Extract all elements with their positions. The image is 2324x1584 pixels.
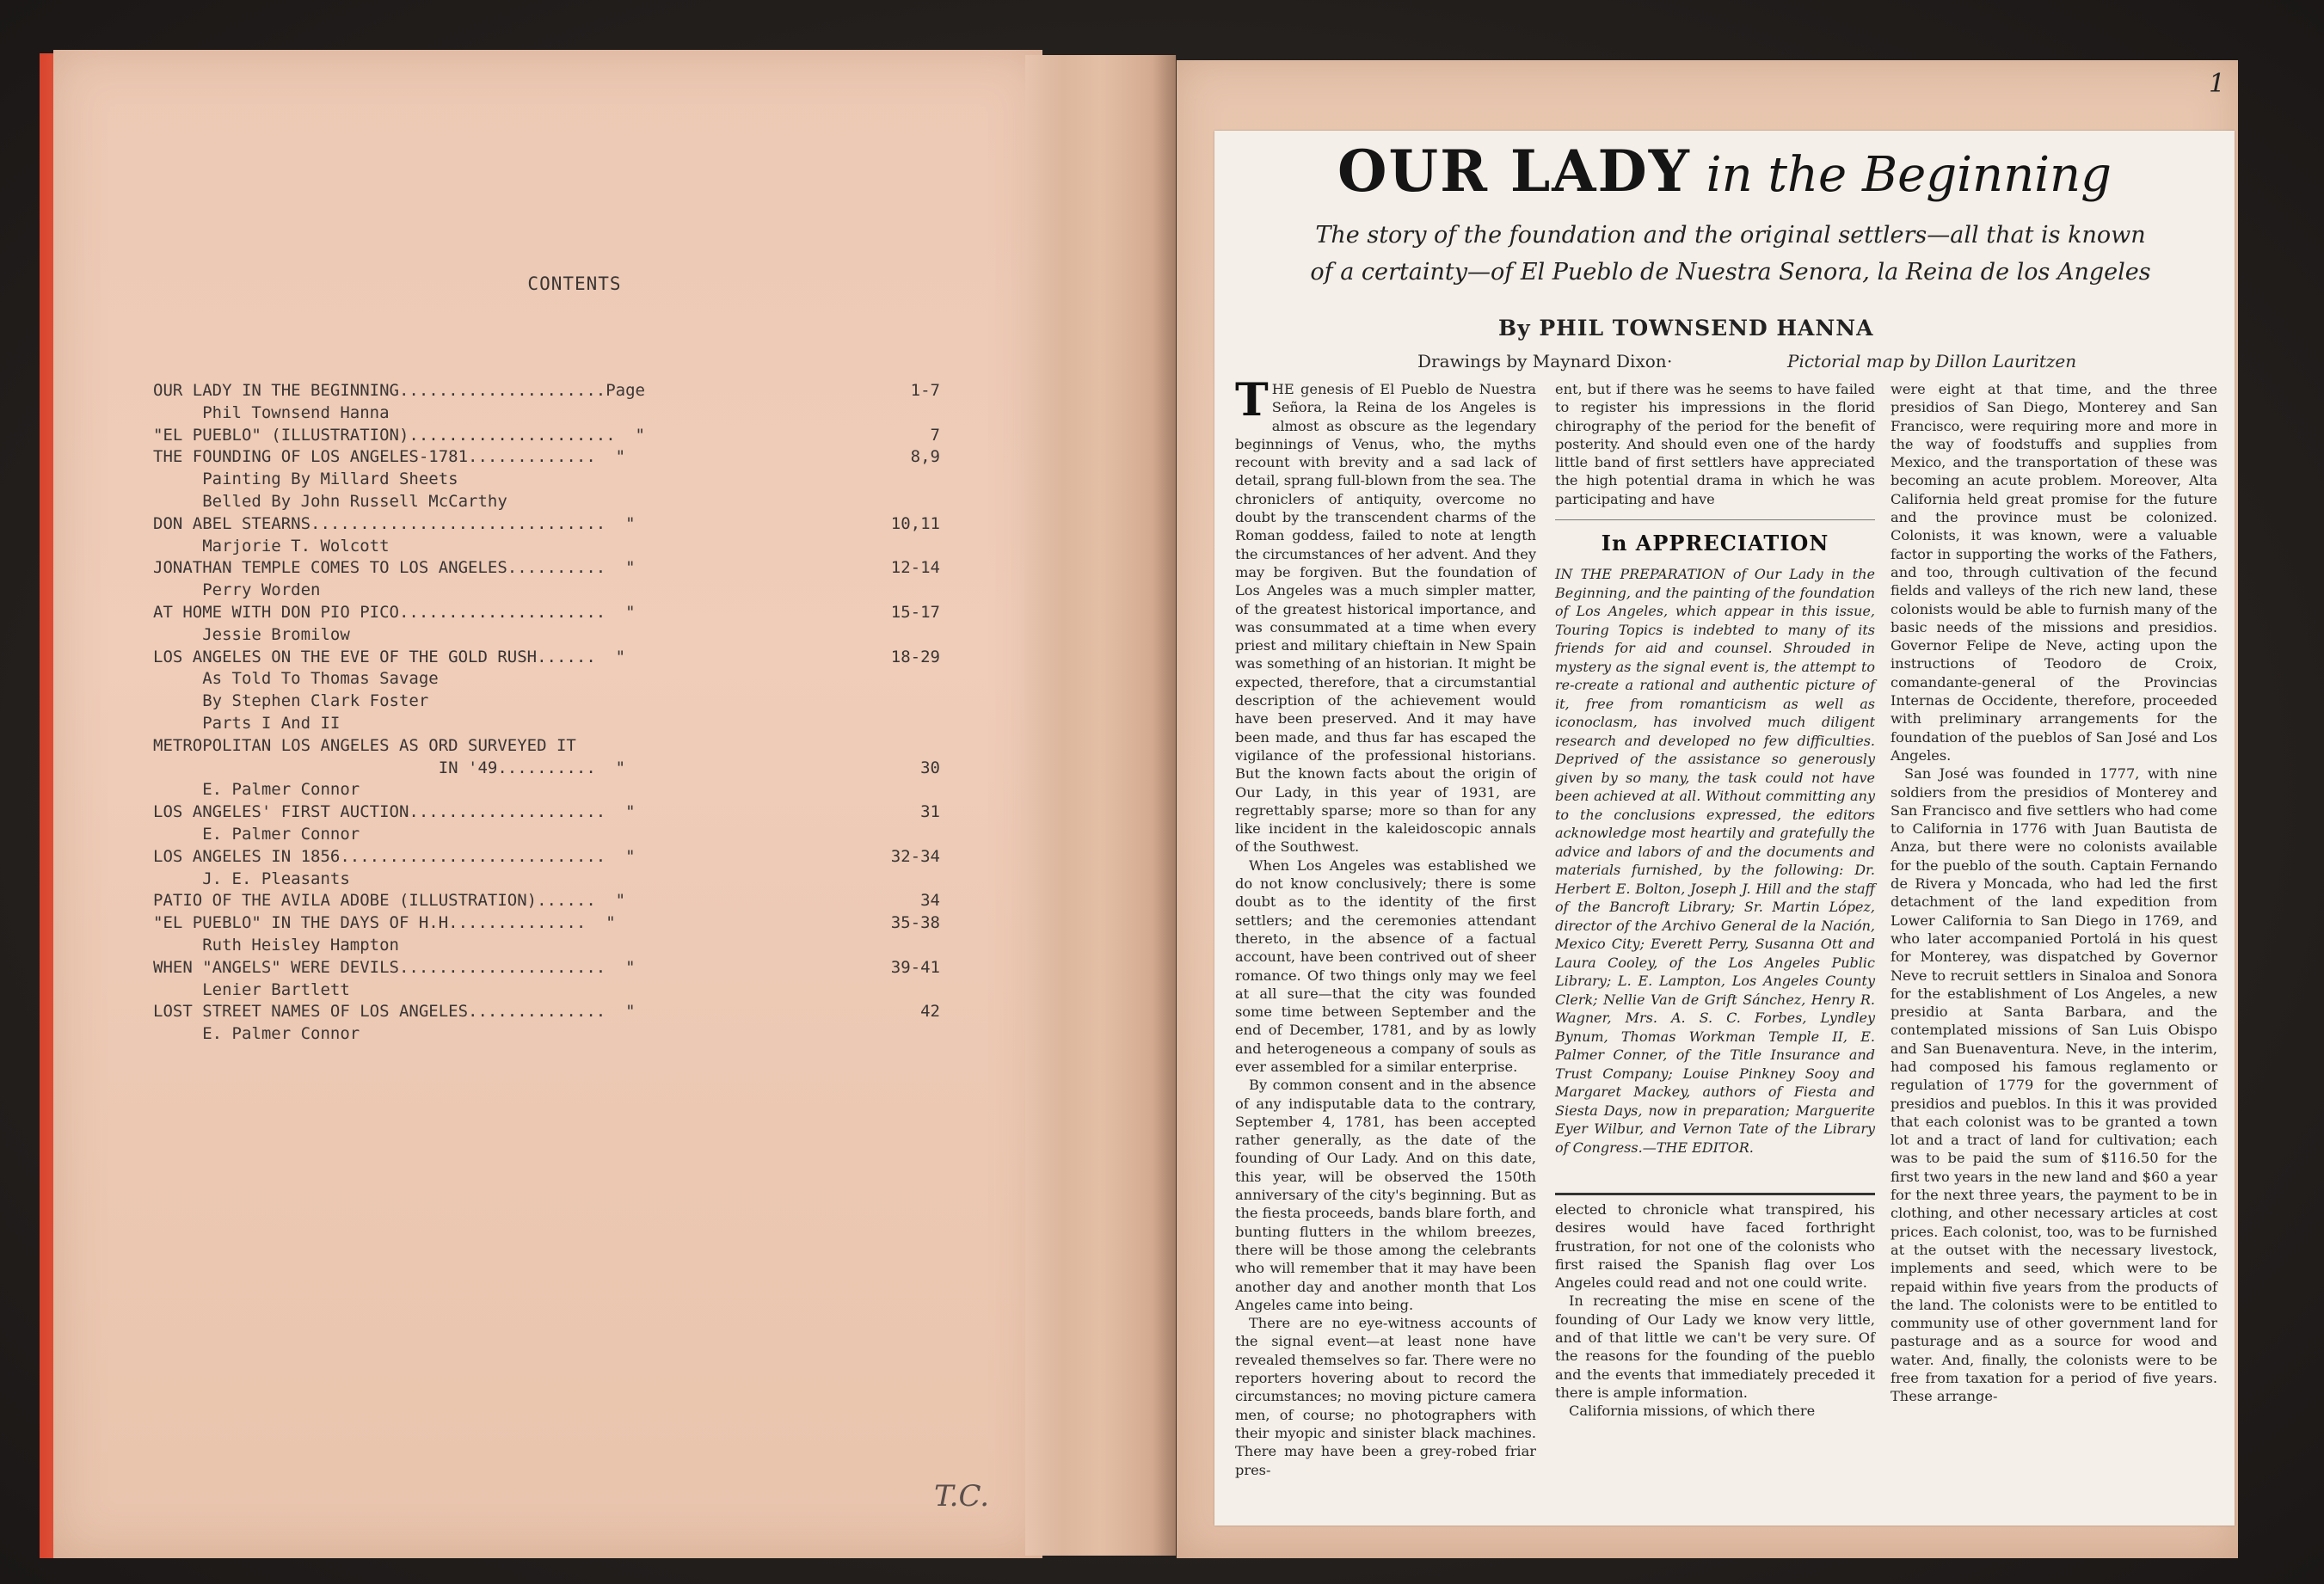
toc-entry-text: Phil Townsend Hanna <box>153 402 390 422</box>
toc-entry <box>153 735 1013 758</box>
toc-page-number: 34 <box>920 891 940 911</box>
toc-page-number: 31 <box>920 802 940 822</box>
toc-author-line <box>153 402 1013 425</box>
page-number: 1 <box>2209 69 2226 99</box>
toc-entry-text: THE FOUNDING OF LOS ANGELES-1781............. " <box>153 447 626 467</box>
toc-entry <box>153 557 1013 580</box>
handwritten-note: T.C. <box>934 1479 990 1513</box>
toc-author-line <box>153 869 1013 891</box>
toc-entry <box>153 513 1013 536</box>
toc-author-line <box>153 469 1013 491</box>
toc-entry-text: J. E. Pleasants <box>153 869 350 888</box>
toc-entry-text: Ruth Heisley Hampton <box>153 935 399 955</box>
toc-entry-text: Jessie Bromilow <box>153 624 350 644</box>
toc-entry <box>153 1001 1013 1023</box>
toc-page-number: 15-17 <box>890 602 940 622</box>
toc-page-number: 35-38 <box>890 913 940 933</box>
toc-entry-text: OUR LADY IN THE BEGINNING.....................Page <box>153 381 645 400</box>
toc-entry-text: LOS ANGELES' FIRST AUCTION.................... " <box>153 802 636 822</box>
article-column-2-top <box>1555 380 1875 509</box>
paragraph: When Los Angeles was established we do not know conclusively; there is some doubt as to the identity of the first settlers; and the ceremonies attendant thereto, in the absence of a factual account, have been contrived out of sheer romance. Of two things only may we feel at all sure—that the city was founded some time between September and the end of December, 1781, and by as lowly and heterogeneous a company of souls as ever assembled for a similar enterprise. <box>1235 856 1536 1075</box>
toc-page-number: 10,11 <box>890 513 940 533</box>
byline: By PHIL TOWNSEND HANNA <box>1498 316 1874 341</box>
article-column-3 <box>1891 380 2217 1520</box>
toc-entry-text: Marjorie T. Wolcott <box>153 536 390 556</box>
toc-entry <box>153 758 1013 780</box>
toc-entry <box>153 957 1013 979</box>
toc-author-line <box>153 935 1013 957</box>
article-column-1 <box>1235 374 1536 1520</box>
paragraph: There are no eye-witness accounts of the signal event—at least none have revealed themselves so far. There were no reporters hovering about to record the circumstances; no moving picture camera men, of course; no photographers with their myopic and sinister black machines. There may have been a grey-robed friar pres- <box>1235 1315 1536 1478</box>
paragraph-text: HE genesis of El Pueblo de Nuestra Señora, la Reina de los Angeles is almost as obscure as the legendary beginnings of Venus, who, the myths recount with brevity and a sad lack of detail, sprang full-blown from the sea. The chroniclers of antiquity, overcome no doubt by the transcendent charms of the Roman goddess, failed to note at length the circumstances of her advent. And they may be forgiven. But the foundation of Los Angeles was a much simpler matter, of the greatest historical importance, and was consummated at a time when every priest and military chieftain in New Spain was something of an historian. It might be expected, therefore, that a circumstantial description of the achievement would have been preserved. And it may have been made, and thus far has escaped the vigilance of the professional historians. But the known facts about the origin of Our Lady, in this year of 1931, are regrettably sparse; more so than for any like incident in the kaleidoscopic annals of the Southwest. <box>1235 381 1536 856</box>
appreciation-box <box>1555 519 1875 1195</box>
paragraph: San José was founded in 1777, with nine soldiers from the presidios of Monterey and San Francisco and five settlers who had come to California in 1776 with Juan Bautista de Anza, but there were no colonists available for the pueblo of the south. Captain Fernando de Rivera y Moncada, who had led the first detachment of the land expedition from Lower California to San Diego in 1769, and who later accompanied Portolá in his quest for Monterey, was dispatched by Governor Neve to recruit settlers in Sinaloa and Sonora for the establishment of Los Angeles, a new presidio at Santa Barbara, and the contemplated missions of San Luis Obispo and San Buenaventura. Neve, in the interim, had composed his famous reglamento or regulation of 1779 for the government of presidios and pueblos. In this it was provided that each colonist was to be granted a town lot and a tract of land for cultivation; each was to be paid the sum of $116.50 for the first two years in the new land and $60 a year for the next three years, the payment to be in clothing, and other necessary articles at cost prices. Each colonist, too, was to be furnished at the outset with the necessary livestock, implements and seed, which were to be repaid within five years from the products of the land. The colonists were to be entitled to community use of other government land for pasturage and as a source for wood and water. And, finally, the colonists were to be free from taxation for a period of five years. These arrange- <box>1891 765 2217 1405</box>
headline-italic: in the Beginning <box>1690 147 2112 203</box>
toc-author-line <box>153 824 1013 846</box>
toc-entry-text: Belled By John Russell McCarthy <box>153 491 507 511</box>
toc-author-line <box>153 580 1013 602</box>
appreciation-text: IN THE PREPARATION of Our Lady in the Beginning, and the painting of the foundation of Los Angeles, which appear in this issue, Touring Topics is indebted to many of its friends for aid and counsel. Shrouded in mystery as the signal event is, the attempt to re-create a rational and authentic picture of it, free from romanticism as well as iconoclasm, has involved much diligent research and developed no few difficulties. Deprived of the assistance so generously given by so many, the task could not have been achieved at all. Without committing any to the conclusions expressed, the editors acknowledge most heartily and gratefully the advice and labors of and the documents and materials furnished, by the following: Dr. Herbert E. Bolton, Joseph J. Hill and the staff of the Bancroft Library; Sr. Martin López, director of the Archivo General de la Nación, Mexico City; Everett Perry, Susanna Ott and Laura Cooley, of the Los Angeles Public Library; L. E. Lampton, Los Angeles County Clerk; Nellie Van de Grift Sánchez, Henry R. Wagner, Mrs. A. S. C. Forbes, Lyndley Bynum, Thomas Workman Temple II, E. Palmer Conner, of the Title Insurance and Trust Company; Louise Pinkney Sooy and Margaret Mackey, authors of Fiesta and Siesta Days, now in preparation; Marguerite Eyer Wilbur, and Vernon Tate of the Library of Congress.—THE EDITOR. <box>1555 566 1875 1156</box>
toc-entry <box>153 380 1013 402</box>
toc-page-number: 8,9 <box>910 447 940 467</box>
toc-entry <box>153 647 1013 669</box>
toc-page-number: 42 <box>920 1002 940 1022</box>
toc-page-number: 39-41 <box>890 957 940 977</box>
toc-entry-text: LOS ANGELES ON THE EVE OF THE GOLD RUSH...... " <box>153 647 626 666</box>
toc-entry-text: LOST STREET NAMES OF LOS ANGELES.............. " <box>153 1002 636 1022</box>
paragraph: In recreating the mise en scene of the founding of Our Lady we know very little, and of that little we can't be very sure. Of the reasons for the founding of the pueblo and the events that immediately preceded it there is ample information. <box>1555 1292 1875 1401</box>
contents-title: CONTENTS <box>527 273 622 294</box>
toc-page-number: 1-7 <box>910 381 940 400</box>
toc-author-line <box>153 536 1013 558</box>
paragraph: were eight at that time, and the three presidios of San Diego, Monterey and San Francisco, were requiring more and more in the way of foodstuffs and supplies from Mexico, and the transportation of these was becoming an acute problem. Moreover, Alta California held great promise for the future and the province must be colonized. Colonists, it was known, were a valuable factor in supporting the works of the Fathers, and too, through cultivation of the fecund fields and valleys of the rich new land, these colonists would be able to furnish many of the basic needs of the missions and presidios. Governor Felipe de Neve, acting upon the instructions of Teodoro de Croix, comandante-general of the Provincias Internas de Occidente, therefore, proceeded with preliminary arrangements for the foundation of the pueblos of San José and Los Angeles. <box>1891 381 2217 764</box>
toc-author-line <box>153 713 1013 735</box>
paragraph: elected to chronicle what transpired, his desires would have faced forthright frustration, for not one of the colonists who first raised the Spanish flag over Los Angeles could read and not one could write. <box>1555 1201 1875 1292</box>
table-of-contents <box>153 380 1013 1046</box>
toc-entry-text: As Told To Thomas Savage <box>153 669 439 689</box>
toc-entry-text: "EL PUEBLO" IN THE DAYS OF H.H.............. " <box>153 913 616 933</box>
toc-entry-text: Lenier Bartlett <box>153 979 350 999</box>
paragraph <box>1235 374 1536 856</box>
toc-page-number: 30 <box>920 758 940 777</box>
toc-entry <box>153 446 1013 469</box>
toc-entry-text: E. Palmer Connor <box>153 824 360 844</box>
toc-author-line <box>153 779 1013 801</box>
toc-author-line <box>153 668 1013 691</box>
toc-page-number: 7 <box>930 425 940 445</box>
toc-entry-text: AT HOME WITH DON PIO PICO..................... " <box>153 602 636 622</box>
toc-entry <box>153 425 1013 447</box>
toc-entry-text: "EL PUEBLO" (ILLUSTRATION)..................... " <box>153 425 645 445</box>
article-subtitle: The story of the foundation and the original settlers—all that is known of a certainty—of El Pueblo de Nuestra Senora, la Reina de los Angeles <box>1310 222 2151 285</box>
toc-author-line <box>153 624 1013 647</box>
toc-entry-text: LOS ANGELES IN 1856........................... " <box>153 846 636 866</box>
appreciation-title: In APPRECIATION <box>1601 531 1829 556</box>
toc-author-line <box>153 979 1013 1002</box>
toc-entry-text: WHEN "ANGELS" WERE DEVILS..................... " <box>153 957 636 977</box>
toc-entry-text: By Stephen Clark Foster <box>153 691 429 711</box>
toc-entry-text: Painting By Millard Sheets <box>153 470 458 489</box>
toc-entry-text: Parts I And II <box>153 713 341 733</box>
paragraph: ent, but if there was he seems to have failed to register his impressions in the florid chirography of the period for the benefit of posterity. And should even one of the hardy little band of first settlers have appreciated the high potential drama in which he was participating and have <box>1555 381 1875 507</box>
drop-cap: T <box>1235 374 1269 427</box>
toc-author-line <box>153 491 1013 513</box>
toc-entry-text: PATIO OF THE AVILA ADOBE (ILLUSTRATION)...... " <box>153 891 626 911</box>
toc-entry-text: IN '49.......... " <box>153 758 626 777</box>
headline-bold: OUR LADY <box>1337 138 1691 205</box>
toc-entry-text: E. Palmer Connor <box>153 1024 360 1044</box>
toc-entry-text: DON ABEL STEARNS.............................. " <box>153 513 636 533</box>
paragraph: By common consent and in the absence of any indisputable data to the contrary, September 4, 1781, has been accepted rather generally, as the date of the founding of Our Lady. And on this date, this year, will be observed the 150th anniversary of the city's beginning. But as the fiesta proceeds, bands blare forth, and bunting flutters in the whilom breezes, there will be those among the celebrants who will remember that it may have been another day and another month that Los Angeles came into being. <box>1235 1077 1536 1313</box>
toc-entry-text: JONATHAN TEMPLE COMES TO LOS ANGELES.......... " <box>153 558 636 578</box>
toc-author-line <box>153 1023 1013 1046</box>
toc-page-number: 12-14 <box>890 558 940 578</box>
toc-entry-text: Perry Worden <box>153 580 321 600</box>
article-column-2-bottom <box>1555 1200 1875 1519</box>
toc-entry <box>153 846 1013 869</box>
toc-page-number: 18-29 <box>890 647 940 666</box>
toc-entry <box>153 912 1013 935</box>
credit-separator: · <box>1667 351 1673 371</box>
toc-author-line <box>153 691 1013 713</box>
toc-entry <box>153 801 1013 824</box>
article-headline <box>1214 138 2235 205</box>
paragraph: California missions, of which there <box>1569 1403 1816 1420</box>
credit-map: Pictorial map by Dillon Lauritzen <box>1787 351 2077 371</box>
toc-entry <box>153 890 1013 912</box>
toc-entry-text: METROPOLITAN LOS ANGELES AS ORD SURVEYED IT <box>153 735 576 755</box>
toc-page-number: 32-34 <box>890 846 940 866</box>
article-clipping <box>1214 131 2235 1526</box>
spine-shadow <box>1153 55 1177 1556</box>
toc-entry-text: E. Palmer Connor <box>153 780 360 800</box>
credit-drawings: Drawings by Maynard Dixon <box>1417 351 1667 371</box>
toc-entry <box>153 602 1013 624</box>
